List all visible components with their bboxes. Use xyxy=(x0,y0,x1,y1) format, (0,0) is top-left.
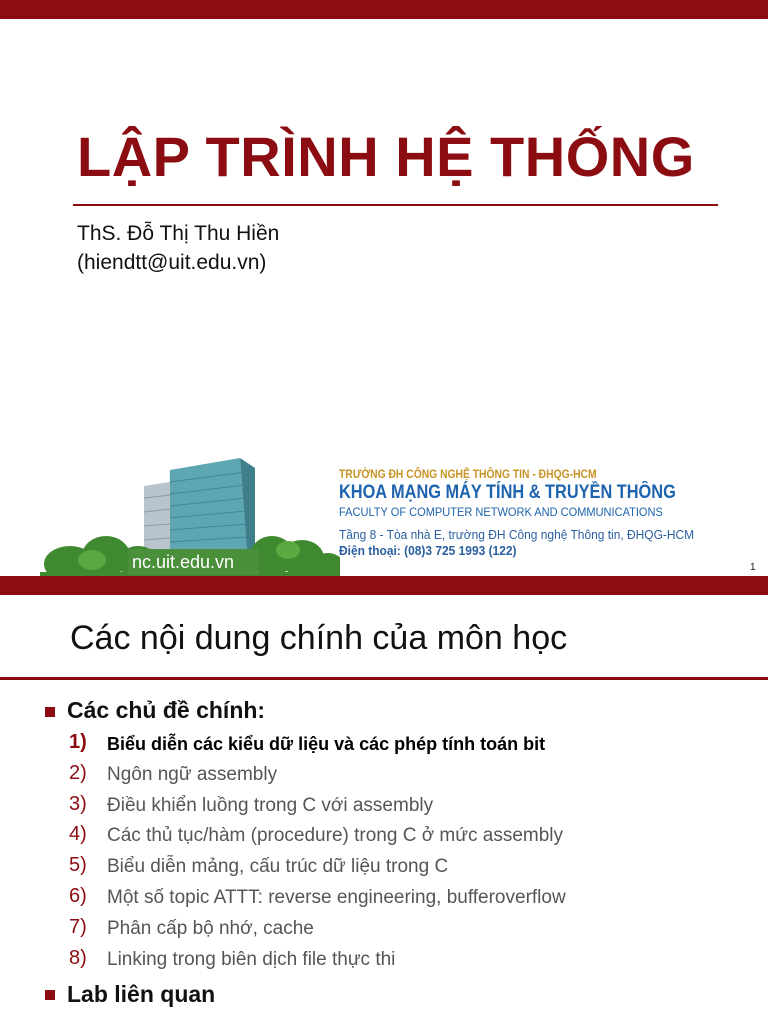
section-heading-lab: Lab liên quan xyxy=(67,981,216,1007)
topic-number: 3) xyxy=(69,792,87,815)
title-underline xyxy=(0,677,768,680)
topic-number: 7) xyxy=(69,915,87,938)
faculty-phone: Điện thoại: (08)3 725 1993 (122) xyxy=(339,543,517,558)
author-name: ThS. Đỗ Thị Thu Hiền xyxy=(77,222,280,245)
faculty-name-english: FACULTY OF COMPUTER NETWORK AND COMMUNICATIONS xyxy=(339,505,663,519)
topic-number: 8) xyxy=(69,946,87,969)
slide-separator-bar xyxy=(0,576,768,595)
university-name: TRƯỜNG ĐH CÔNG NGHỆ THÔNG TIN - ĐHQG-HCM xyxy=(339,467,597,481)
topic-text: Điều khiển luồng trong C với assembly xyxy=(107,794,434,816)
topic-text: Ngôn ngữ assembly xyxy=(107,763,278,785)
topic-item xyxy=(0,821,768,852)
topic-text: Biểu diễn mảng, cấu trúc dữ liệu trong C xyxy=(107,856,449,878)
topic-list xyxy=(0,729,768,975)
square-bullet-icon xyxy=(45,707,55,717)
author-email: (hiendtt@uit.edu.vn) xyxy=(77,251,267,274)
topic-text: Linking trong biên dịch file thực thi xyxy=(107,948,396,970)
website-badge: nc.uit.edu.vn xyxy=(128,549,258,575)
topic-item xyxy=(0,883,768,914)
topic-item xyxy=(0,791,768,822)
topic-text: Các thủ tục/hàm (procedure) trong C ở mức assembly xyxy=(107,825,564,847)
topic-item xyxy=(0,729,768,760)
topic-text: Phân cấp bộ nhớ, cache xyxy=(107,917,314,939)
faculty-address: Tầng 8 - Tòa nhà E, trường ĐH Công nghệ Thông tin, ĐHQG-HCM xyxy=(339,527,695,542)
topic-item xyxy=(0,760,768,791)
topic-text: Biểu diễn các kiểu dữ liệu và các phép tính toán bit xyxy=(107,734,546,754)
topic-number: 1) xyxy=(69,731,87,753)
course-title: LẬP TRÌNH HỆ THỐNG xyxy=(77,125,695,188)
top-accent-bar xyxy=(0,0,768,19)
topic-item xyxy=(0,914,768,945)
square-bullet-icon xyxy=(45,990,55,1000)
section-heading-topics: Các chủ đề chính: xyxy=(67,697,266,723)
topic-number: 5) xyxy=(69,854,87,877)
topic-number: 2) xyxy=(69,761,87,784)
topic-number: 4) xyxy=(69,823,87,846)
topic-item xyxy=(0,852,768,883)
topic-item xyxy=(0,945,768,976)
title-divider xyxy=(73,204,718,206)
topic-text: Một số topic ATTT: reverse engineering, bufferoverflow xyxy=(107,886,566,908)
topic-number: 6) xyxy=(69,884,87,907)
faculty-name: KHOA MẠNG MÁY TÍNH & TRUYỀN THÔNG xyxy=(339,482,676,503)
page-number: 1 xyxy=(750,562,756,573)
faculty-banner xyxy=(40,440,740,580)
slide-title: Các nội dung chính của môn học xyxy=(70,619,568,657)
